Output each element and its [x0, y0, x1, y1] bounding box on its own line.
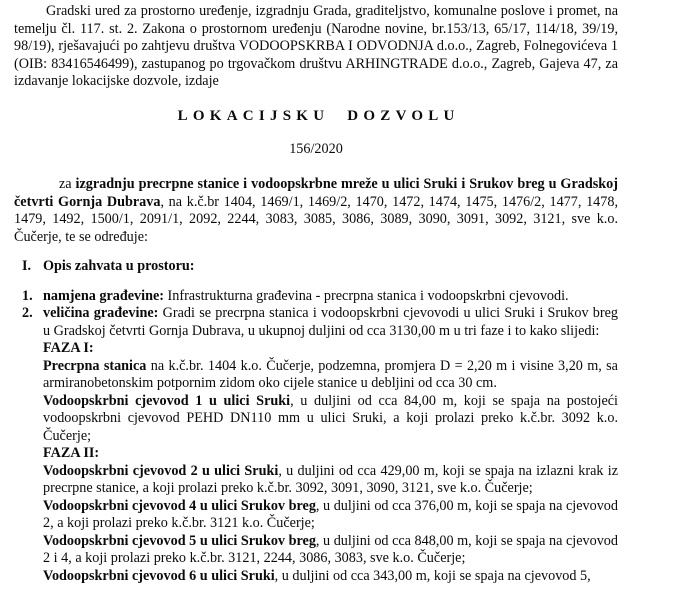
- entry-label: Precrpna stanica: [43, 357, 147, 374]
- entry-label: Vodoopskrbni cjevovod 4 u ulici Srukov breg: [43, 497, 316, 514]
- subject-paragraph: [14, 176, 618, 246]
- item-label: namjena građevine:: [43, 287, 164, 304]
- phase-heading-faza-1: FAZA I:: [43, 340, 94, 356]
- phase-entry-cjevovod-2: [43, 463, 618, 498]
- entry-text: , u duljini od cca 343,00 m, koji se spaja na cjevovod 5,: [274, 567, 591, 584]
- phase-entry-cjevovod-5: [43, 533, 618, 568]
- item-text: Gradi se precrpna stanica i vodoopskrbni cjevovodi u ulici Sruki i Srukov breg u Gradskoj četvrti Gornja Dubrava, u ukupnoj duljini od cca 3130,00 m u tri faze i to kako slijedi:: [43, 305, 619, 339]
- item-number: 2.: [22, 305, 33, 321]
- phase-entry-precrpna-stanica: [43, 358, 618, 393]
- entry-text: , u duljini od cca 848,00 m, koji se spaja na cjevovod 2 i 4, a koji prolazi preko k.č.br. 3121, 2244, 3086, 3083, sve k.o. Čučerje;: [43, 532, 618, 566]
- item-text: Infrastrukturna građevina - precrpna stanica i vodoopskrbni cjevovodi.: [163, 287, 569, 304]
- item-number: 1.: [22, 287, 33, 304]
- section-heading: [14, 258, 618, 276]
- ordered-list: [14, 288, 618, 586]
- phase-entry-cjevovod-1: [43, 393, 618, 446]
- subject-prefix: za: [59, 176, 76, 192]
- entry-text: na k.č.br. 1404 k.o. Čučerje, podzemna, promjera D = 2,20 m i visine 3,20 m, sa armiranobetonskim potpornim zidom oko cijele stanice u debljini od cca 30 cm.: [43, 357, 618, 391]
- item-paragraph: [43, 288, 618, 306]
- phase-entry-cjevovod-6: [43, 568, 618, 586]
- section-number: I.: [22, 258, 32, 274]
- item-label: veličina građevine:: [43, 305, 159, 321]
- phase-heading-faza-2: FAZA II:: [43, 445, 100, 461]
- list-item-namjena: [14, 288, 618, 306]
- entry-label: Vodoopskrbni cjevovod 1 u ulici Sruki: [43, 392, 291, 409]
- item-paragraph: [43, 305, 618, 340]
- section-title: Opis zahvata u prostoru:: [43, 258, 195, 274]
- entry-label: Vodoopskrbni cjevovod 5 u ulici Srukov breg: [43, 532, 316, 549]
- entry-label: Vodoopskrbni cjevovod 6 u ulici Sruki: [43, 567, 275, 584]
- intro-paragraph: Gradski ured za prostorno uređenje, izgradnju Grada, graditeljstvo, komunalne poslove i promet, na temelju čl. 117. st. 2. Zakona o prostornom uređenju (Narodne novine, br.153/13, 65/17, 114/18, 39/19, 98/19), rješavajući po zahtjevu društva VODOOPSKRBA I ODVODNJA d.o.o., Zagreb, Folnegovićeva 1 (OIB: 83416546499), zastupanog po trgovačkom društvu ARHINGTRADE d.o.o., Zagreb, Gajeva 47, za izdavanje lokacijske dozvole, izdaje: [14, 3, 618, 89]
- entry-text: , u duljini od cca 84,00 m, koji se spaja na postojeći vodoopskrbni cjevovod PEHD DN110 mm u ulici Sruki, a koji prolazi preko k.č.br. 3092 k.o. Čučerje;: [43, 392, 618, 444]
- phase-entry-cjevovod-4: [43, 498, 618, 533]
- list-item-velicina: [14, 305, 618, 585]
- subject-suffix: , na k.č.br 1404, 1469/1, 1469/2, 1470, 1472, 1474, 1475, 1476/2, 1477, 1478, 1479, 1492, 1500/1, 2091/1, 2092, 2244, 3083, 3085, 3086, 3089, 3090, 3091, 3092, 3121, sve k.o. Čučerje, te se određuje:: [14, 193, 618, 245]
- subject-bold-text: izgradnju precrpne stanice i vodoopskrbne mreže u ulici Sruki i Srukov breg u Gradskoj četvrti Gornja Dubrava: [14, 176, 618, 210]
- document-title: LOKACIJSKU DOZVOLU: [177, 107, 460, 124]
- entry-text: , u duljini od cca 376,00 m, koji se spaja na cjevovod 2, a koji prolazi preko k.č.br. 3121 k.o. Čučerje;: [43, 497, 618, 531]
- case-number: 156/2020: [289, 140, 343, 157]
- entry-label: Vodoopskrbni cjevovod 2 u ulici Sruki: [43, 462, 279, 479]
- entry-text: , u duljini od cca 429,00 m, koji se spaja na izlazni krak iz precrpne stanice, a koji prolazi preko k.č.br. 3092, 3091, 3090, 3121, sve k.o. Čučerje;: [43, 462, 618, 496]
